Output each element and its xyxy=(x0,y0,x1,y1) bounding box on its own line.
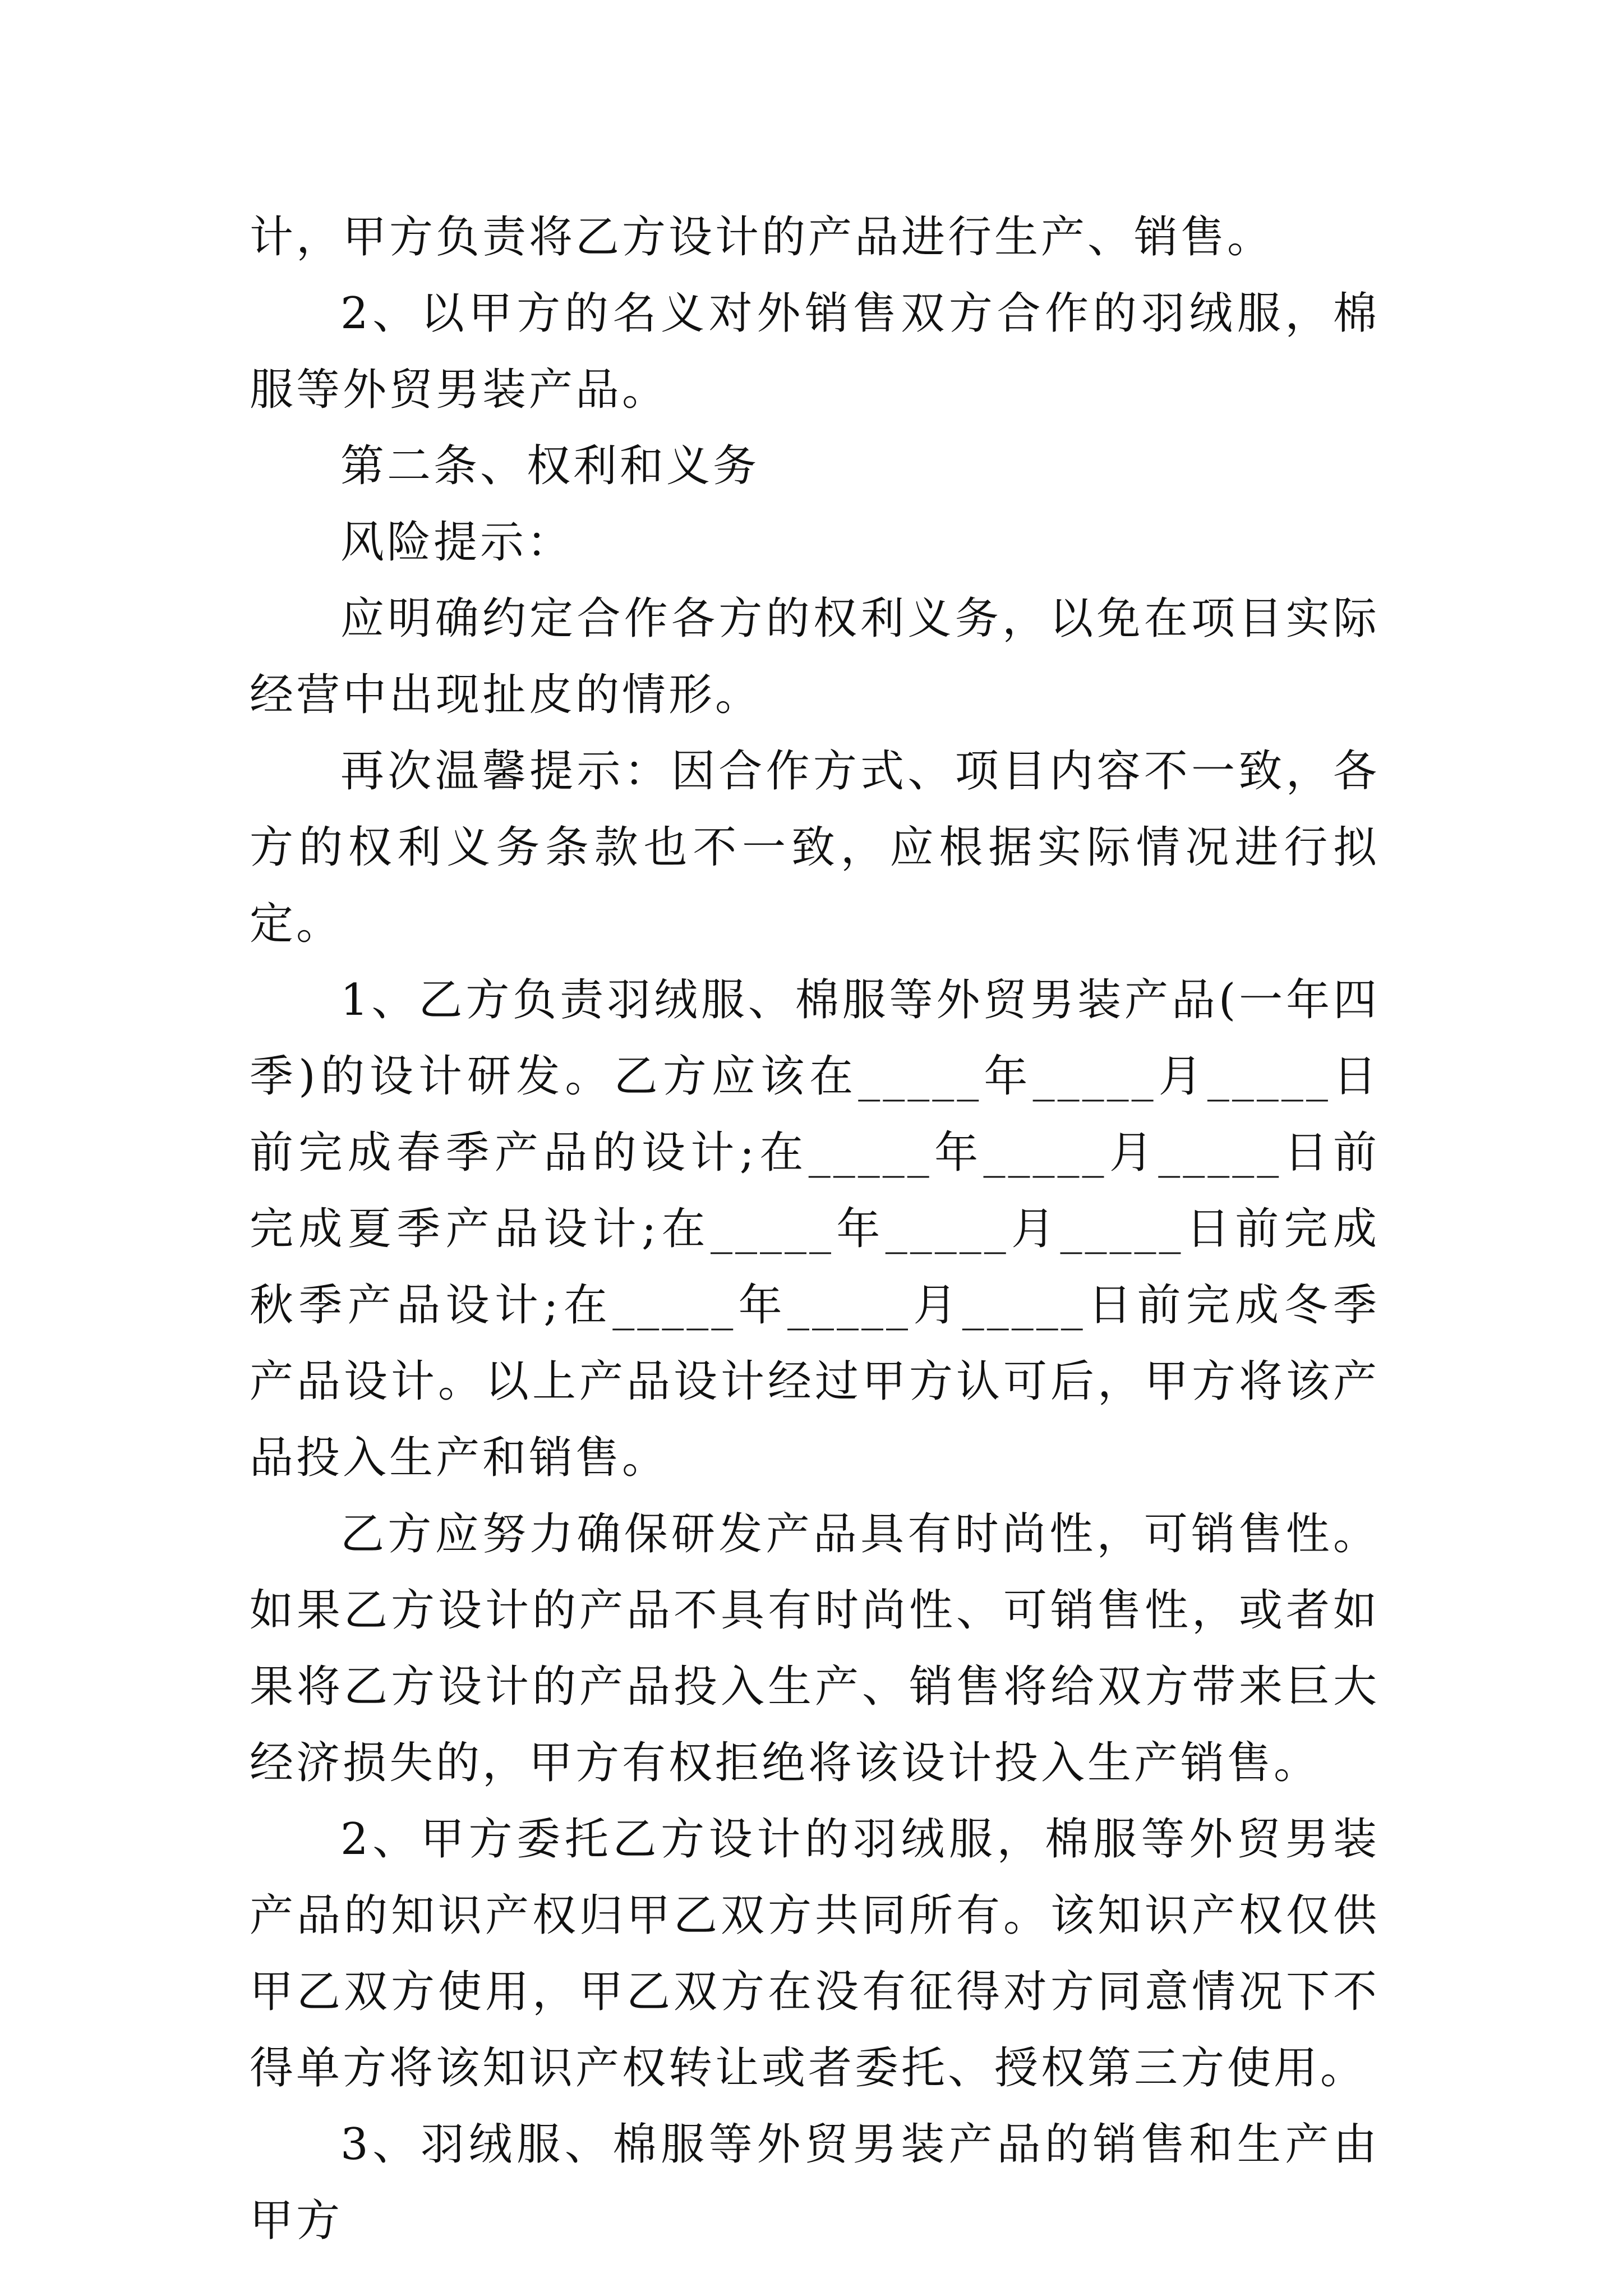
reminder-text: 再次温馨提示：因合作方式、项目内容不一致，各方的权利义务条款也不一致，应根据实际情况进行拟定。 xyxy=(250,746,1380,949)
risk-notice-heading: 风险提示： xyxy=(340,517,574,568)
paragraph-continuation: 计，甲方负责将乙方设计的产品进行生产、销售。 xyxy=(250,212,1274,263)
article-heading: 第二条、权利和义务 xyxy=(340,441,760,491)
paragraph-clause-2-sales: 2、以甲方的名义对外销售双方合作的羽绒服，棉服等外贸男装产品。 xyxy=(250,288,1380,415)
risk-notice-text: 应明确约定合作各方的权利义务，以免在项目实际经营中出现扯皮的情形。 xyxy=(250,593,1380,720)
document-body xyxy=(250,199,1380,2259)
paragraph-clause-2-ip: 2、甲方委托乙方设计的羽绒服，棉服等外贸男装产品的知识产权归甲乙双方共同所有。该知识产权仅供甲乙双方使用，甲乙双方在没有征得对方同意情况下不得单方将该知识产权转让或者委托、授权第三方使用。 xyxy=(250,1814,1380,2093)
paragraph-clause-3-production: 3、羽绒服、棉服等外贸男装产品的销售和生产由甲方 xyxy=(250,2119,1380,2246)
paragraph-design-quality: 乙方应努力确保研发产品具有时尚性，可销售性。如果乙方设计的产品不具有时尚性、可销售性，或者如果将乙方设计的产品投入生产、销售将给双方带来巨大经济损失的，甲方有权拒绝将该设计投入生产销售。 xyxy=(250,1509,1380,1788)
paragraph-clause-1-design: 1、乙方负责羽绒服、棉服等外贸男装产品(一年四季)的设计研发。乙方应该在_____年_____月_____日前完成春季产品的设计;在_____年_____月_____日前完成夏季产品设计;在_____年_____月_____日前完成秋季产品设计;在_____年_____月_____日前完成冬季产品设计。以上产品设计经过甲方认可后，甲方将该产品投入生产和销售。 xyxy=(250,975,1380,1483)
